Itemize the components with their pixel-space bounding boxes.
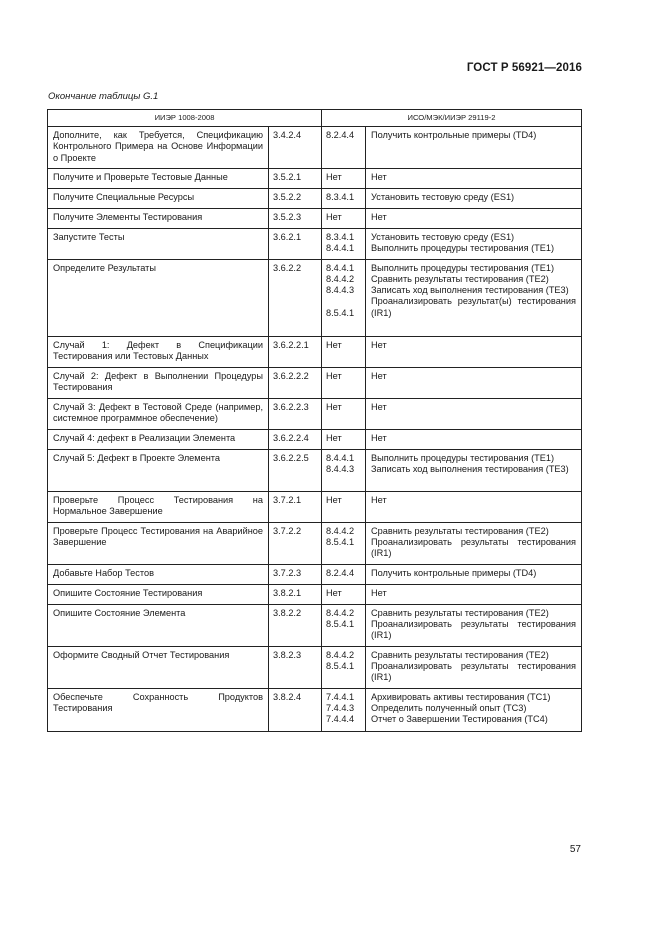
iso-clause-number: 8.4.4.2 [326,607,355,618]
iso-clause-number: 8.3.4.1 [326,232,355,242]
iso-activity-cell [366,367,582,398]
iso-activity-text: Сравнить результаты тестирования (TE2) [371,649,549,660]
ieee-clause-cell: 3.6.2.2.3 [269,398,322,429]
procedure-name-cell: Запустите Тесты [48,229,269,260]
table-row [48,564,582,584]
iso-activity-cell [366,604,582,646]
procedure-name-cell: Случай 5: Дефект в Проекте Элемента [48,449,269,491]
table-row [48,229,582,260]
correspondence-table [47,109,582,732]
iso-activity-text: Записать ход выполнения тестирования (TE3) [371,463,569,474]
iso-clause-number: 8.4.4.1 [326,452,355,463]
iso-clause-number: 8.4.4.1 [326,262,355,273]
table-row [48,646,582,688]
procedure-name-cell: Оформите Сводный Отчет Тестирования [48,646,269,688]
procedure-name-cell: Получите Специальные Ресурсы [48,189,269,209]
iso-clause-number: 8.4.4.2 [326,525,355,536]
iso-clause-number: Нет [326,432,342,443]
procedure-name-cell: Опишите Состояние Тестирования [48,584,269,604]
procedure-name-cell: Получите Элементы Тестирования [48,209,269,229]
iso-activity-text: Нет [371,401,387,412]
iso-activity-text: Сравнить результаты тестирования (TE2) [371,273,549,284]
iso-activity-text: Определить полученный опыт (TC3) [371,702,527,713]
iso-activity-text: Отчет о Завершении Тестирования (TC4) [371,714,548,725]
iso-activity-text: Сравнить результаты тестирования (TE2) [371,525,549,536]
iso-activity-text: Получить контрольные примеры (TD4) [371,567,537,578]
iso-clause-number: Нет [326,494,342,505]
iso-clause-number: 8.5.4.1 [326,307,355,318]
table-row [48,209,582,229]
iso-clause-number: 8.4.4.2 [326,649,355,660]
procedure-name-cell: Проверьте Процесс Тестирования на Нормальное Завершение [48,491,269,522]
table-header-row [48,110,582,127]
iso-activity-cell [366,646,582,688]
iso-activity-cell [366,169,582,189]
table-row [48,367,582,398]
iso-clause-number: 8.5.4.1 [326,536,355,547]
iso-clause-number: 8.4.4.1 [326,243,355,254]
iso-clause-cell [322,584,366,604]
iso-clause-cell [322,259,366,336]
iso-activity-text: Нет [371,172,387,182]
iso-activity-cell [366,229,582,260]
table-row [48,127,582,169]
iso-clause-cell [322,564,366,584]
iso-clause-cell [322,688,366,731]
table-row [48,522,582,564]
ieee-clause-cell: 3.8.2.4 [269,688,322,731]
iso-activity-cell [366,522,582,564]
ieee-clause-cell: 3.7.2.3 [269,564,322,584]
iso-activity-text: Нет [371,494,387,505]
ieee-clause-cell: 3.5.2.1 [269,169,322,189]
table-body [48,127,582,732]
iso-clause-number: 8.5.4.1 [326,618,355,629]
iso-activity-text: Нет [371,587,387,598]
iso-activity-text: Сравнить результаты тестирования (TE2) [371,607,549,618]
iso-clause-cell [322,209,366,229]
iso-clause-cell [322,646,366,688]
iso-clause-cell [322,127,366,169]
iso-activity-text: Проанализировать результаты тестирования (IR1) [371,660,576,683]
document-standard-number: ГОСТ Р 56921—2016 [466,62,582,74]
iso-clause-number: 8.4.4.2 [326,273,355,284]
ieee-clause-cell: 3.5.2.3 [269,209,322,229]
procedure-name-cell: Случай 4: дефект в Реализации Элемента [48,429,269,449]
ieee-clause-cell: 3.6.2.1 [269,229,322,260]
table-row [48,491,582,522]
ieee-clause-cell: 3.7.2.1 [269,491,322,522]
iso-activity-text: Выполнить процедуры тестирования (TE1) [371,243,555,254]
procedure-name-cell: Получите и Проверьте Тестовые Данные [48,169,269,189]
iso-clause-cell [322,604,366,646]
table-row [48,169,582,189]
iso-clause-cell [322,491,366,522]
procedure-name-cell: Добавьте Набор Тестов [48,564,269,584]
column-header-ieee-1008: ИИЭР 1008-2008 [48,110,322,127]
iso-activity-text: Нет [371,370,387,381]
iso-activity-cell [366,398,582,429]
iso-clause-number: 7.4.4.4 [326,714,355,725]
iso-clause-cell [322,367,366,398]
iso-clause-number: 7.4.4.3 [326,702,355,713]
ieee-clause-cell: 3.6.2.2.1 [269,336,322,367]
iso-activity-cell [366,449,582,491]
ieee-clause-cell: 3.8.2.1 [269,584,322,604]
iso-activity-cell [366,209,582,229]
table-row [48,189,582,209]
procedure-name-cell: Случай 2: Дефект в Выполнении Процедуры Тестирования [48,367,269,398]
iso-clause-cell [322,429,366,449]
iso-clause-number: Нет [326,339,342,350]
iso-activity-cell [366,688,582,731]
iso-clause-number: Нет [326,172,342,182]
ieee-clause-cell: 3.6.2.2.4 [269,429,322,449]
procedure-name-cell: Случай 3: Дефект в Тестовой Среде (например, системное программное обеспечение) [48,398,269,429]
table-row [48,429,582,449]
ieee-clause-cell: 3.8.2.2 [269,604,322,646]
iso-activity-text: Получить контрольные примеры (TD4) [371,130,537,140]
iso-activity-cell [366,127,582,169]
iso-clause-number: 8.4.4.3 [326,463,355,474]
iso-activity-cell [366,259,582,336]
table-row [48,398,582,429]
iso-activity-text: Выполнить процедуры тестирования (TE1) [371,452,555,463]
iso-activity-cell [366,491,582,522]
procedure-name-cell: Определите Результаты [48,259,269,336]
iso-activity-cell [366,189,582,209]
iso-clause-number: Нет [326,212,342,222]
iso-clause-number: Нет [326,401,342,412]
column-header-iso-29119: ИСО/МЭК/ИИЭР 29119-2 [322,110,582,127]
table-row [48,336,582,367]
ieee-clause-cell: 3.6.2.2.5 [269,449,322,491]
iso-activity-text: Нет [371,339,387,350]
ieee-clause-cell: 3.5.2.2 [269,189,322,209]
iso-activity-cell [366,429,582,449]
iso-activity-cell [366,564,582,584]
ieee-clause-cell: 3.6.2.2.2 [269,367,322,398]
page-number: 57 [569,844,581,855]
iso-activity-text: Проанализировать результаты тестирования (IR1) [371,618,576,641]
iso-clause-number: 8.3.4.1 [326,192,355,202]
table-row [48,688,582,731]
iso-activity-text: Проанализировать результаты тестирования (IR1) [371,536,576,559]
iso-clause-number: Нет [326,370,342,381]
iso-activity-cell [366,336,582,367]
ieee-clause-cell: 3.7.2.2 [269,522,322,564]
ieee-clause-cell: 3.4.2.4 [269,127,322,169]
iso-activity-text: Проанализировать результат(ы) тестирования (IR1) [371,296,576,318]
procedure-name-cell: Проверьте Процесс Тестирования на Аварийное Завершение [48,522,269,564]
iso-clause-number: 8.2.4.4 [326,567,355,578]
ieee-clause-cell: 3.8.2.3 [269,646,322,688]
iso-clause-cell [322,522,366,564]
table-row [48,584,582,604]
iso-clause-number: 8.2.4.4 [326,130,355,140]
table-row [48,449,582,491]
iso-activity-text: Записать ход выполнения тестирования (TE3) [371,285,569,296]
iso-clause-number: 8.5.4.1 [326,660,355,671]
iso-activity-text: Нет [371,212,387,222]
iso-clause-cell [322,336,366,367]
iso-clause-cell [322,189,366,209]
iso-activity-text: Нет [371,432,387,443]
iso-clause-number: 8.4.4.3 [326,285,355,296]
iso-activity-cell [366,584,582,604]
iso-clause-cell [322,398,366,429]
iso-clause-number: Нет [326,587,342,598]
table-row [48,259,582,336]
procedure-name-cell: Опишите Состояние Элемента [48,604,269,646]
iso-clause-cell [322,229,366,260]
iso-clause-cell [322,169,366,189]
iso-clause-cell [322,449,366,491]
iso-activity-text: Установить тестовую среду (ES1) [371,192,515,202]
procedure-name-cell: Случай 1: Дефект в Спецификации Тестирования или Тестовых Данных [48,336,269,367]
procedure-name-cell: Обеспечьте Сохранность Продуктов Тестирования [48,688,269,731]
iso-activity-text: Выполнить процедуры тестирования (TE1) [371,262,555,273]
iso-activity-text: Установить тестовую среду (ES1) [371,232,515,242]
table-row [48,604,582,646]
iso-clause-number [326,296,361,307]
iso-clause-number: 7.4.4.1 [326,691,355,702]
ieee-clause-cell: 3.6.2.2 [269,259,322,336]
table-caption: Окончание таблицы G.1 [48,91,159,102]
procedure-name-cell: Дополните, как Требуется, Спецификацию Контрольного Примера на Основе Информации о Проекте [48,127,269,169]
iso-activity-text: Архивировать активы тестирования (TC1) [371,691,551,702]
